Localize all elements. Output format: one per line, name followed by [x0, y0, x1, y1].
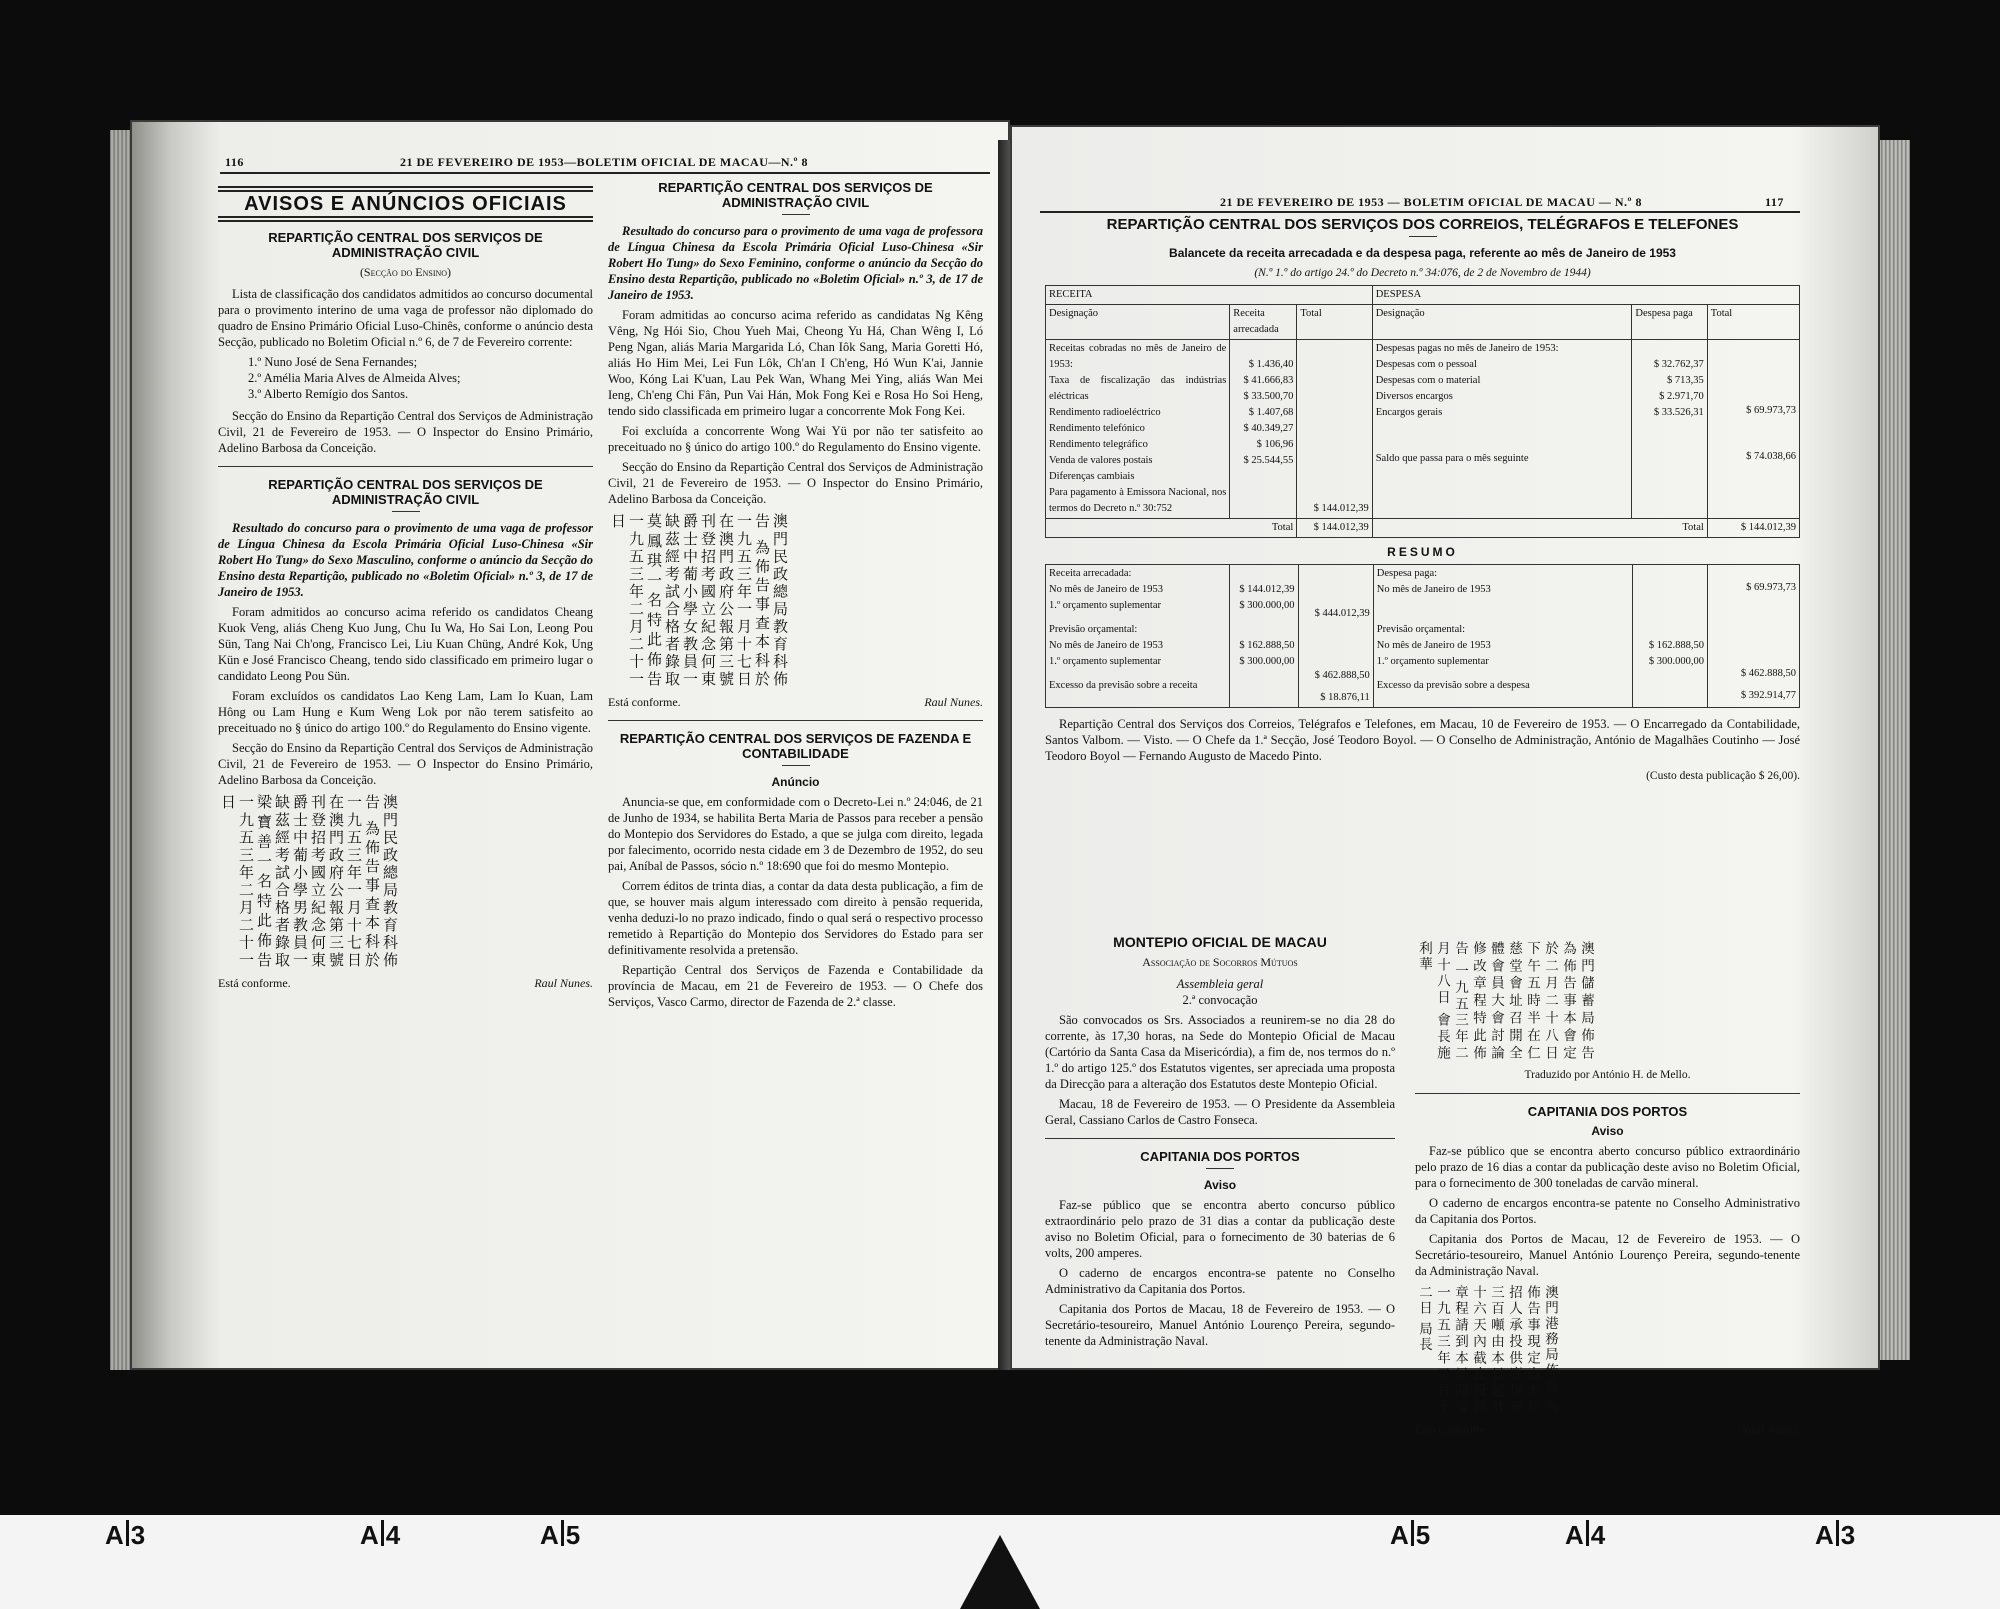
despesa-designacoes: Despesas pagas no mês de Janeiro de 1953: Despesas com o pessoal Despesas com o material Diversos encargos Encargos gerais Saldo que passa para o mês seguinte [1372, 340, 1632, 519]
ruler-label: A 3 [1815, 1520, 1856, 1550]
section-closing: Secção do Ensino da Repartição Central dos Serviços de Administração Civil, 21 de Fevereiro de 1953. — O Inspector do Ensino Primário, Adelino Barbosa da Conceição. [218, 409, 593, 455]
assembleia-label: Assembleia geral [1176, 977, 1264, 991]
resumo-despesa-values: $ 162.888,50 $ 300.000,00 [1632, 565, 1707, 708]
section-lead: Resultado do concurso para o provimento de uma vaga de professora de Língua Chinesa da Escola Primária Oficial Luso-Chinesa «Sir Robert Ho Tung» do Sexo Feminino, conforme o anúncio da Secção do Ensino desta Repartição, publicado no «Boletim Oficial» n.º 3, de 17 de Janeiro de 1953. [608, 224, 983, 302]
despesa-total-label: Total [1372, 519, 1707, 538]
short-divider [1206, 1168, 1234, 1169]
short-divider [782, 214, 810, 215]
balance-title: Balancete da receita arrecadada e da despesa paga, referente ao mês de Janeiro de 1953 [1169, 246, 1676, 260]
section-closing: Macau, 18 de Fevereiro de 1953. — O Presidente da Assembleia Geral, Cassiano Carlos de Castro Fonseca. [1045, 1097, 1395, 1127]
balance-subtitle: (N.º 1.º do artigo 24.º do Decreto n.º 34:076, de 2 de Novembro de 1944) [1254, 267, 1591, 279]
chinese-notice: 澳門儲蓄局佈告 為佈告事本會定於二月二十八日下午五時半在仁慈堂會址召開全體會員大會討論修改章程特此佈告 一九五三年二月十八日 會長施利華 [1417, 941, 1594, 1061]
candidate-item: 1.º Nuno José de Sena Fernandes; [248, 355, 418, 369]
section-closing: Repartição Central dos Serviços de Fazenda e Contabilidade da província de Macau, em 21 de Fevereiro de 1953. — O Chefe dos Serviços, Vasco Carmo, director de Fazenda de 2.ª classe. [608, 963, 983, 1009]
signature-line [218, 975, 593, 991]
conforme-label: Está conforme. [1415, 1422, 1488, 1436]
section-paragraph: O caderno de encargos encontra-se patente no Conselho Administrativo da Capitania dos Portos. [1045, 1266, 1395, 1296]
section-paragraph: O caderno de encargos encontra-se patente no Conselho Administrativo da Capitania dos Portos. [1415, 1196, 1800, 1226]
section-title: REPARTIÇÃO CENTRAL DOS SERVIÇOS DE ADMINISTRAÇÃO CIVIL [268, 230, 543, 260]
section-paragraph: Faz-se público que se encontra aberto concurso público extraordinário pelo prazo de 16 dias a contar da publicação deste aviso no Boletim Oficial, para o fornecimento de 300 toneladas de carvão mineral. [1415, 1144, 1800, 1190]
divider [1415, 1093, 1800, 1094]
ruler-label: A 5 [1390, 1520, 1431, 1550]
chinese-notice: 澳門民政總局教育科佈告 為佈告事查本科於一九五三年一月十七日在澳門政府公報第三號刊登招考國立紀念何東爵士中葡小學女教員一缺茲經考試合格者錄取莫鳳琪一名特此佈告 一九五三年二月二十一日 [609, 513, 787, 688]
section-paragraph: Anuncia-se que, em conformidade com o Decreto-Lei n.º 24:046, de 21 de Junho de 1934, se habilita Berta Maria de Passos para receber a pensão do Montepio dos Servidores do Estado, a que se julga com direito, legada por falecimento, ocorrido nesta cidade em 3 de Dezembro de 1952, do seu pai, Aníbal de Passos, sócio n.º 18:690 que foi do mesmo Montepio. [608, 795, 983, 873]
page-number-left: 116 [225, 155, 244, 169]
resumo-table [1045, 564, 1800, 708]
receita-valores: $ 1.436,40 $ 41.666,83 $ 33.500,70 $ 1.407,68 $ 40.349,27 $ 106,96 $ 25.544,55 [1230, 340, 1297, 519]
candidate-item: 3.º Alberto Remígio dos Santos. [248, 387, 409, 401]
section-paragraph: Foram admitidas ao concurso acima referido as candidatas Ng Kêng Vêng, Ng Hói Sio, Chou Yueh Mai, Cheong Yu Há, Chan Wêng I, Ló Peng Ngan, aliás Maria Margarida Ló, Chan Iôk Sang, Maria Goretti Hó, aliás Ho Him Mei, Lei Fun Lôk, Ch'an I Ch'eng, Hó Wun K'ai, Jannie Woo, Kóng Lai K'uan, Lau Pek Wan, Whang Mei Ying, aliás Wan Mei Ieng, Ch'eng Chi Fân, Pun Vai Hán, Mok Fong Kei e Rosa Ho Soi Heng, tendo sido classificada em primeiro lugar a concorrente Mok Fong Kei. [608, 308, 983, 418]
section-paragraph: São convocados os Srs. Associados a reunirem-se no dia 28 do corrente, às 17,30 horas, na Sede do Montepio Oficial de Macau (Cartório da Santa Casa da Misericórdia), a fim de, nos termos do n.º 1.º do artigo 125.º dos Estatutos vigentes, ser apreciada uma proposta da Direcção para a alteração dos Estatutos deste Montepio Oficial. [1045, 1013, 1395, 1091]
despesa-header: DESPESA [1372, 286, 1799, 305]
receita-subtotal: $ 144.012,39 [1297, 340, 1372, 519]
signer-name: Raul Nunes. [924, 695, 983, 709]
section-paragraph: Faz-se público que se encontra aberto concurso público extraordinário pelo prazo de 31 dias a contar da publicação deste aviso no Boletim Oficial, para o fornecimento de 30 baterias de 6 volts, 200 amperes. [1045, 1198, 1395, 1260]
conforme-label: Está conforme. [608, 695, 681, 709]
despesa-valores: $ 32.762,37 $ 713,35 $ 2.971,70 $ 33.526,31 [1632, 340, 1707, 519]
translation-credit: Traduzido por António H. de Mello. [1524, 1069, 1691, 1081]
despesa-totais: $ 69.973,73 $ 74.038,66 [1707, 340, 1799, 519]
signature-line [1415, 1421, 1800, 1437]
divider [608, 720, 983, 721]
running-header-left: 21 DE FEVEREIRO DE 1953—BOLETIM OFICIAL DE MACAU—N.º 8 [400, 155, 808, 169]
right-page [1010, 125, 1880, 1436]
resumo-despesa-labels: Despesa paga: No mês de Janeiro de 1953 Previsão orçamental: No mês de Janeiro de 1953 1.º orçamento suplementar Excesso da previsão sobre a despesa [1373, 565, 1632, 708]
section-subtitle: Aviso [1203, 1178, 1237, 1192]
col-designacao: Designação [1046, 305, 1230, 340]
left-column-2 [608, 180, 983, 1014]
ruler-label: A 3 [105, 1520, 146, 1550]
short-divider [392, 511, 420, 512]
resumo-despesa-totals: $ 69.973,73 $ 462.888,50 $ 392.914,77 [1708, 565, 1800, 708]
short-divider [1409, 236, 1437, 237]
section-closing: Capitania dos Portos de Macau, 18 de Fevereiro de 1953. — O Secretário-tesoureiro, Manuel António Lourenço Pereira, segundo-tenente da Administração Naval. [1045, 1302, 1395, 1348]
divider [1045, 1138, 1395, 1139]
conforme-label: Está conforme. [218, 976, 291, 990]
section-lead: Resultado do concurso para o provimento de uma vaga de professor de Língua Chinesa da Escola Primária Oficial Luso-Chinesa «Sir Robert Ho Tung» do Sexo Masculino, conforme o anúncio da Secção do Ensino desta Repartição, publicado no «Boletim Oficial» n.º 3, de 17 de Janeiro de 1953. [218, 521, 593, 599]
col-receita-arrecadada: Receita arrecadada [1230, 305, 1297, 340]
receita-total: $ 144.012,39 [1297, 519, 1372, 538]
section-title: REPARTIÇÃO CENTRAL DOS SERVIÇOS DE ADMINISTRAÇÃO CIVIL [658, 180, 933, 210]
receita-header: RECEITA [1046, 286, 1373, 305]
avisos-title: AVISOS E ANÚNCIOS OFICIAIS [218, 186, 593, 222]
right-column-2 [1415, 935, 1800, 1437]
receita-total-label: Total [1046, 519, 1297, 538]
section-closing: Capitania dos Portos de Macau, 12 de Fevereiro de 1953. — O Secretário-tesoureiro, Manuel António Lourenço Pereira, segundo-tenente da Administração Naval. [1415, 1232, 1800, 1278]
header-rule-right [1040, 211, 1800, 213]
section-paragraph: Foram admitidos ao concurso acima referido os candidatos Cheang Kuok Veng, aliás Cheng Kuo Jung, Chu Iu Wa, Ho Sai Lon, Leong Pou Sün, Tang Nai Ch'ong, Francisco Lei, Liu Kuan Chüng, André Kok, Ung Kün e José Francisco Cheang, tendo sido classificado em primeiro lugar o candidato Leong Pou Sün. [218, 605, 593, 683]
resumo-receita-totals: $ 444.012,39 $ 462.888,50 $ 18.876,11 [1298, 565, 1373, 708]
section-closing: Secção do Ensino da Repartição Central dos Serviços de Administração Civil, 21 de Fevereiro de 1953. — O Inspector do Ensino Primário, Adelino Barbosa da Conceição. [218, 741, 593, 787]
candidate-item: 2.º Amélia Maria Alves de Almeida Alves; [248, 371, 461, 385]
section-closing: Secção do Ensino da Repartição Central dos Serviços de Administração Civil, 21 de Fevereiro de 1953. — O Inspector do Ensino Primário, Adelino Barbosa da Conceição. [608, 460, 983, 506]
publication-cost: (Custo desta publicação $ 26,00). [1646, 770, 1800, 782]
short-divider [782, 765, 810, 766]
despesa-total: $ 144.012,39 [1707, 519, 1799, 538]
header-rule-left [220, 172, 990, 174]
resumo-receita-labels: Receita arrecadada: No mês de Janeiro de 1953 1.º orçamento suplementar Previsão orçamental: No mês de Janeiro de 1953 1.º orçamento suplementar Excesso da previsão sobre a receita [1046, 565, 1230, 708]
section-body: Lista de classificação dos candidatos admitidos ao concurso documental para o provimento interino de uma vaga de professor não diplomado do quadro de Ensino Primário Oficial Luso-Chinês, conforme o anúncio desta Secção, publicado no Boletim Oficial n.º 6, de 7 de Fevereiro corrente: [218, 287, 593, 349]
resumo-receita-values: $ 144.012,39 $ 300.000,00 $ 162.888,50 $ 300.000,00 [1229, 565, 1298, 708]
col-total: Total [1707, 305, 1799, 340]
running-header-right: 21 DE FEVEREIRO DE 1953 — BOLETIM OFICIAL DE MACAU — N.º 8 [1220, 195, 1642, 209]
section-subtitle: Aviso [1591, 1124, 1624, 1138]
section-title: MONTEPIO OFICIAL DE MACAU [1113, 934, 1327, 950]
section-paragraph: Foram excluídos os candidatos Lao Keng Lam, Lam Io Kuan, Lam Hông ou Lam Hung e Kum Weng Lok por não terem satisfeito ao preceituado no § único do artigo 100.º do Regulamento do Ensino vigente. [218, 689, 593, 735]
resumo-title: RESUMO [1387, 545, 1458, 559]
ruler-center-marker [900, 1515, 1100, 1609]
section-title: REPARTIÇÃO CENTRAL DOS SERVIÇOS DOS CORREIOS, TELÉGRAFOS E TELEFONES [1106, 216, 1739, 233]
ruler-label: A 4 [360, 1520, 401, 1550]
receita-designacoes: Receitas cobradas no mês de Janeiro de 1953: Taxa de fiscalização das indústrias eléctricas Rendimento radioeléctrico Rendimento telefónico Rendimento telegráfico Venda de valores postais Diferenças cambiais Para pagamento à Emissora Nacional, nos termos do Decreto n.º 30:752 [1046, 340, 1230, 519]
signer-name: Raul Nunes. [1741, 1422, 1800, 1436]
chinese-notice: 澳門港務局佈告 為佈告事現定由本局招人承投供應煤炭三百噸由本日起計十六天內截止投標章程請到本局閱看 一九五三年二月十二日 局長 [1417, 1285, 1558, 1415]
section-title: REPARTIÇÃO CENTRAL DOS SERVIÇOS DE FAZENDA E CONTABILIDADE [619, 731, 972, 761]
section-subtitle: Associação de Socorros Mútuos [1142, 955, 1298, 969]
signature-line [608, 694, 983, 710]
col-designacao: Designação [1372, 305, 1632, 340]
section-title: CAPITANIA DOS PORTOS [1527, 1104, 1688, 1119]
section-title: CAPITANIA DOS PORTOS [1140, 1149, 1300, 1164]
ruler-label: A 4 [1565, 1520, 1606, 1550]
chinese-notice: 澳門民政總局教育科佈告 為佈告事查本科於一九五三年一月十七日在澳門政府公報第三號刊登招考國立紀念何東爵士中葡小學男教員一缺茲經考試合格者錄取梁寶善一名特此佈告 一九五三年二月二十一日 [219, 794, 397, 969]
right-column-1 [1045, 935, 1395, 1353]
section-subtitle: Anúncio [771, 775, 820, 789]
ruler-label: A 5 [540, 1520, 581, 1550]
balance-table [1045, 285, 1800, 538]
col-despesa-paga: Despesa paga [1632, 305, 1707, 340]
col-total: Total [1297, 305, 1372, 340]
section-closing: Repartição Central dos Serviços dos Correios, Telégrafos e Telefones, em Macau, 10 de Fevereiro de 1953. — O Encarregado da Contabilidade, Santos Valbom. — Visto. — O Chefe da 1.ª Secção, José Teodoro Boyol. — O Conselho de Administração, António de Magalhães Coutinho — José Teodoro Boyol — Fernando Augusto de Macedo Pinto. [1045, 717, 1800, 763]
signer-name: Raul Nunes. [534, 976, 593, 990]
section-paragraph: Correm éditos de trinta dias, a contar da data desta publicação, a fim de que, se houver mais algum interessado com direito à pensão requerida, venha deduzi-lo no prazo indicado, findo o qual será o respectivo processo remetido à Repartição do Montepio dos Servidores do Estado para ser definitivamente resolvida a pretensão. [608, 879, 983, 957]
section-paragraph: Foi excluída a concorrente Wong Wai Yü por não ter satisfeito ao preceituado no § único do artigo 100.º do Regulamento do Ensino vigente. [608, 424, 983, 454]
section-subtitle: (Secção do Ensino) [359, 265, 452, 279]
convocacao-label: 2.ª convocação [1182, 993, 1258, 1007]
left-column-1 [218, 180, 593, 991]
right-top-section [1045, 217, 1800, 784]
divider [218, 466, 593, 467]
section-title: REPARTIÇÃO CENTRAL DOS SERVIÇOS DE ADMINISTRAÇÃO CIVIL [268, 477, 543, 507]
page-number-right: 117 [1765, 195, 1784, 209]
left-page [130, 120, 1010, 1370]
candidate-list [248, 354, 593, 402]
